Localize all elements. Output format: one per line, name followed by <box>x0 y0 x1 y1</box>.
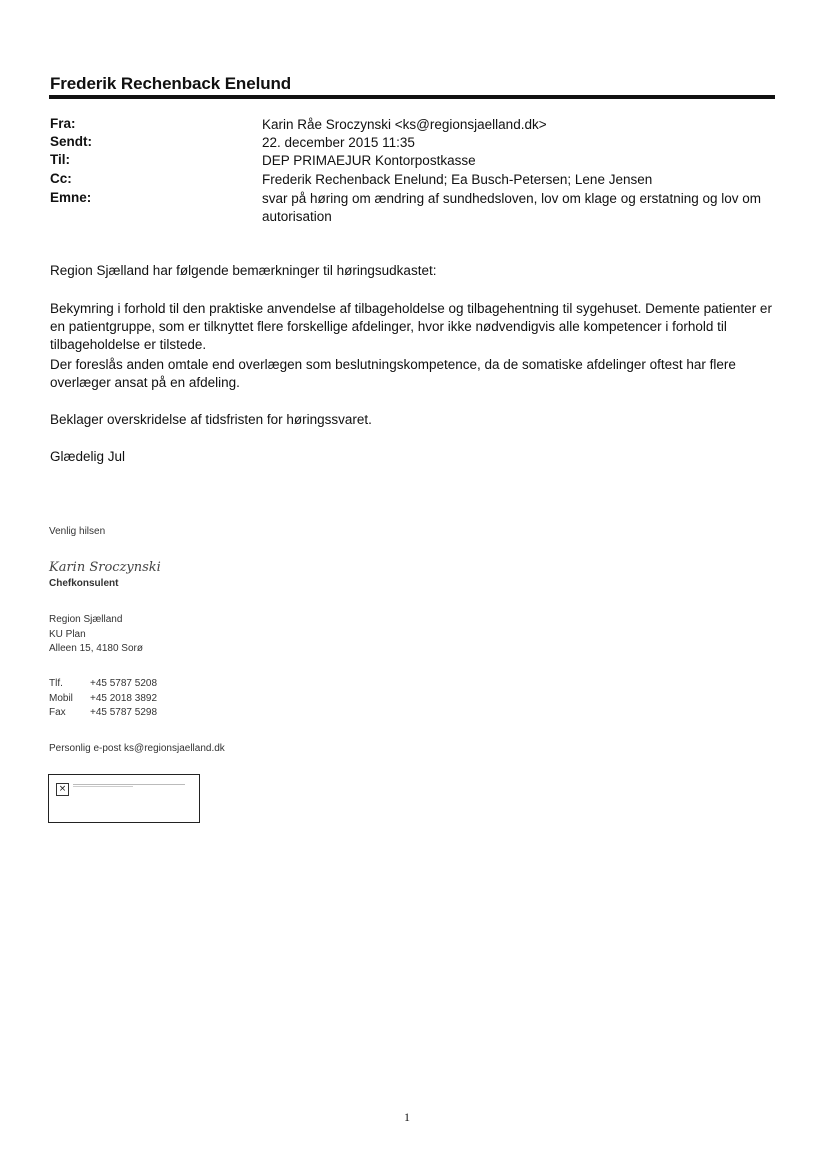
title-divider <box>49 95 775 99</box>
embedded-image-placeholder <box>48 774 200 823</box>
phone-row <box>49 677 157 692</box>
broken-image-icon: × <box>56 783 69 796</box>
placeholder-line <box>73 784 185 785</box>
body-closing: Glædelig Jul <box>50 449 126 464</box>
signature-email: Personlig e-post ks@regionsjaelland.dk <box>49 743 225 754</box>
to-label: Til: <box>50 152 70 167</box>
placeholder-line <box>73 786 133 787</box>
mobile-row <box>49 692 157 707</box>
signature-greeting: Venlig hilsen <box>49 526 106 537</box>
email-title: Frederik Rechenback Enelund <box>50 74 292 93</box>
fax-number: +45 5787 5298 <box>90 707 158 718</box>
signature-name: Karin Sroczynski <box>49 560 161 575</box>
mobile-number: +45 2018 3892 <box>90 692 158 704</box>
signature-contact-block <box>49 677 157 721</box>
phone-number: +45 5787 5208 <box>90 678 158 689</box>
body-intro: Region Sjælland har følgende bemærkninger til høringsudkastet: <box>50 263 437 278</box>
cc-value: Frederik Rechenback Enelund; Ea Busch-Petersen; Lene Jensen <box>262 172 653 187</box>
fax-label: Fax <box>49 707 66 718</box>
body-paragraph-3: Beklager overskridelse af tidsfristen for høringssvaret. <box>50 412 372 427</box>
subject-label: Emne: <box>50 190 92 205</box>
sent-label: Sendt: <box>50 134 92 149</box>
mobile-label: Mobil <box>49 692 73 704</box>
to-value: DEP PRIMAEJUR Kontorpostkasse <box>262 153 476 168</box>
signature-org-block <box>49 613 143 657</box>
phone-label: Tlf. <box>49 678 63 689</box>
from-label: Fra: <box>50 116 76 131</box>
cc-label: Cc: <box>50 171 72 186</box>
fax-row <box>49 706 157 721</box>
subject-value: svar på høring om ændring af sundhedsloven, lov om klage og erstatning og lov om autorisation <box>262 191 762 224</box>
signature-dept: KU Plan <box>49 628 86 640</box>
sent-value: 22. december 2015 11:35 <box>262 135 415 150</box>
signature-title: Chefkonsulent <box>49 578 119 589</box>
from-value: Karin Råe Sroczynski <ks@regionsjaelland.dk> <box>262 117 547 132</box>
body-paragraph-1: Bekymring i forhold til den praktiske anvendelse af tilbageholdelse og tilbagehentning til sygehuset. Demente patienter er en patientgruppe, som er tilknyttet flere forskellige afdelinger, hvor ikke nødvendigvis alle kompetencer i forhold til tilbageholdelse er tilstede. <box>50 301 772 352</box>
signature-org: Region Sjælland <box>49 614 123 625</box>
signature-address: Alleen 15, 4180 Sorø <box>49 643 143 654</box>
body-paragraph-2: Der foreslås anden omtale end overlægen som beslutningskompetence, da de somatiske afdelinger oftest har flere overlæger ansat på en afdeling. <box>50 357 736 390</box>
page-number: 1 <box>404 1110 410 1124</box>
